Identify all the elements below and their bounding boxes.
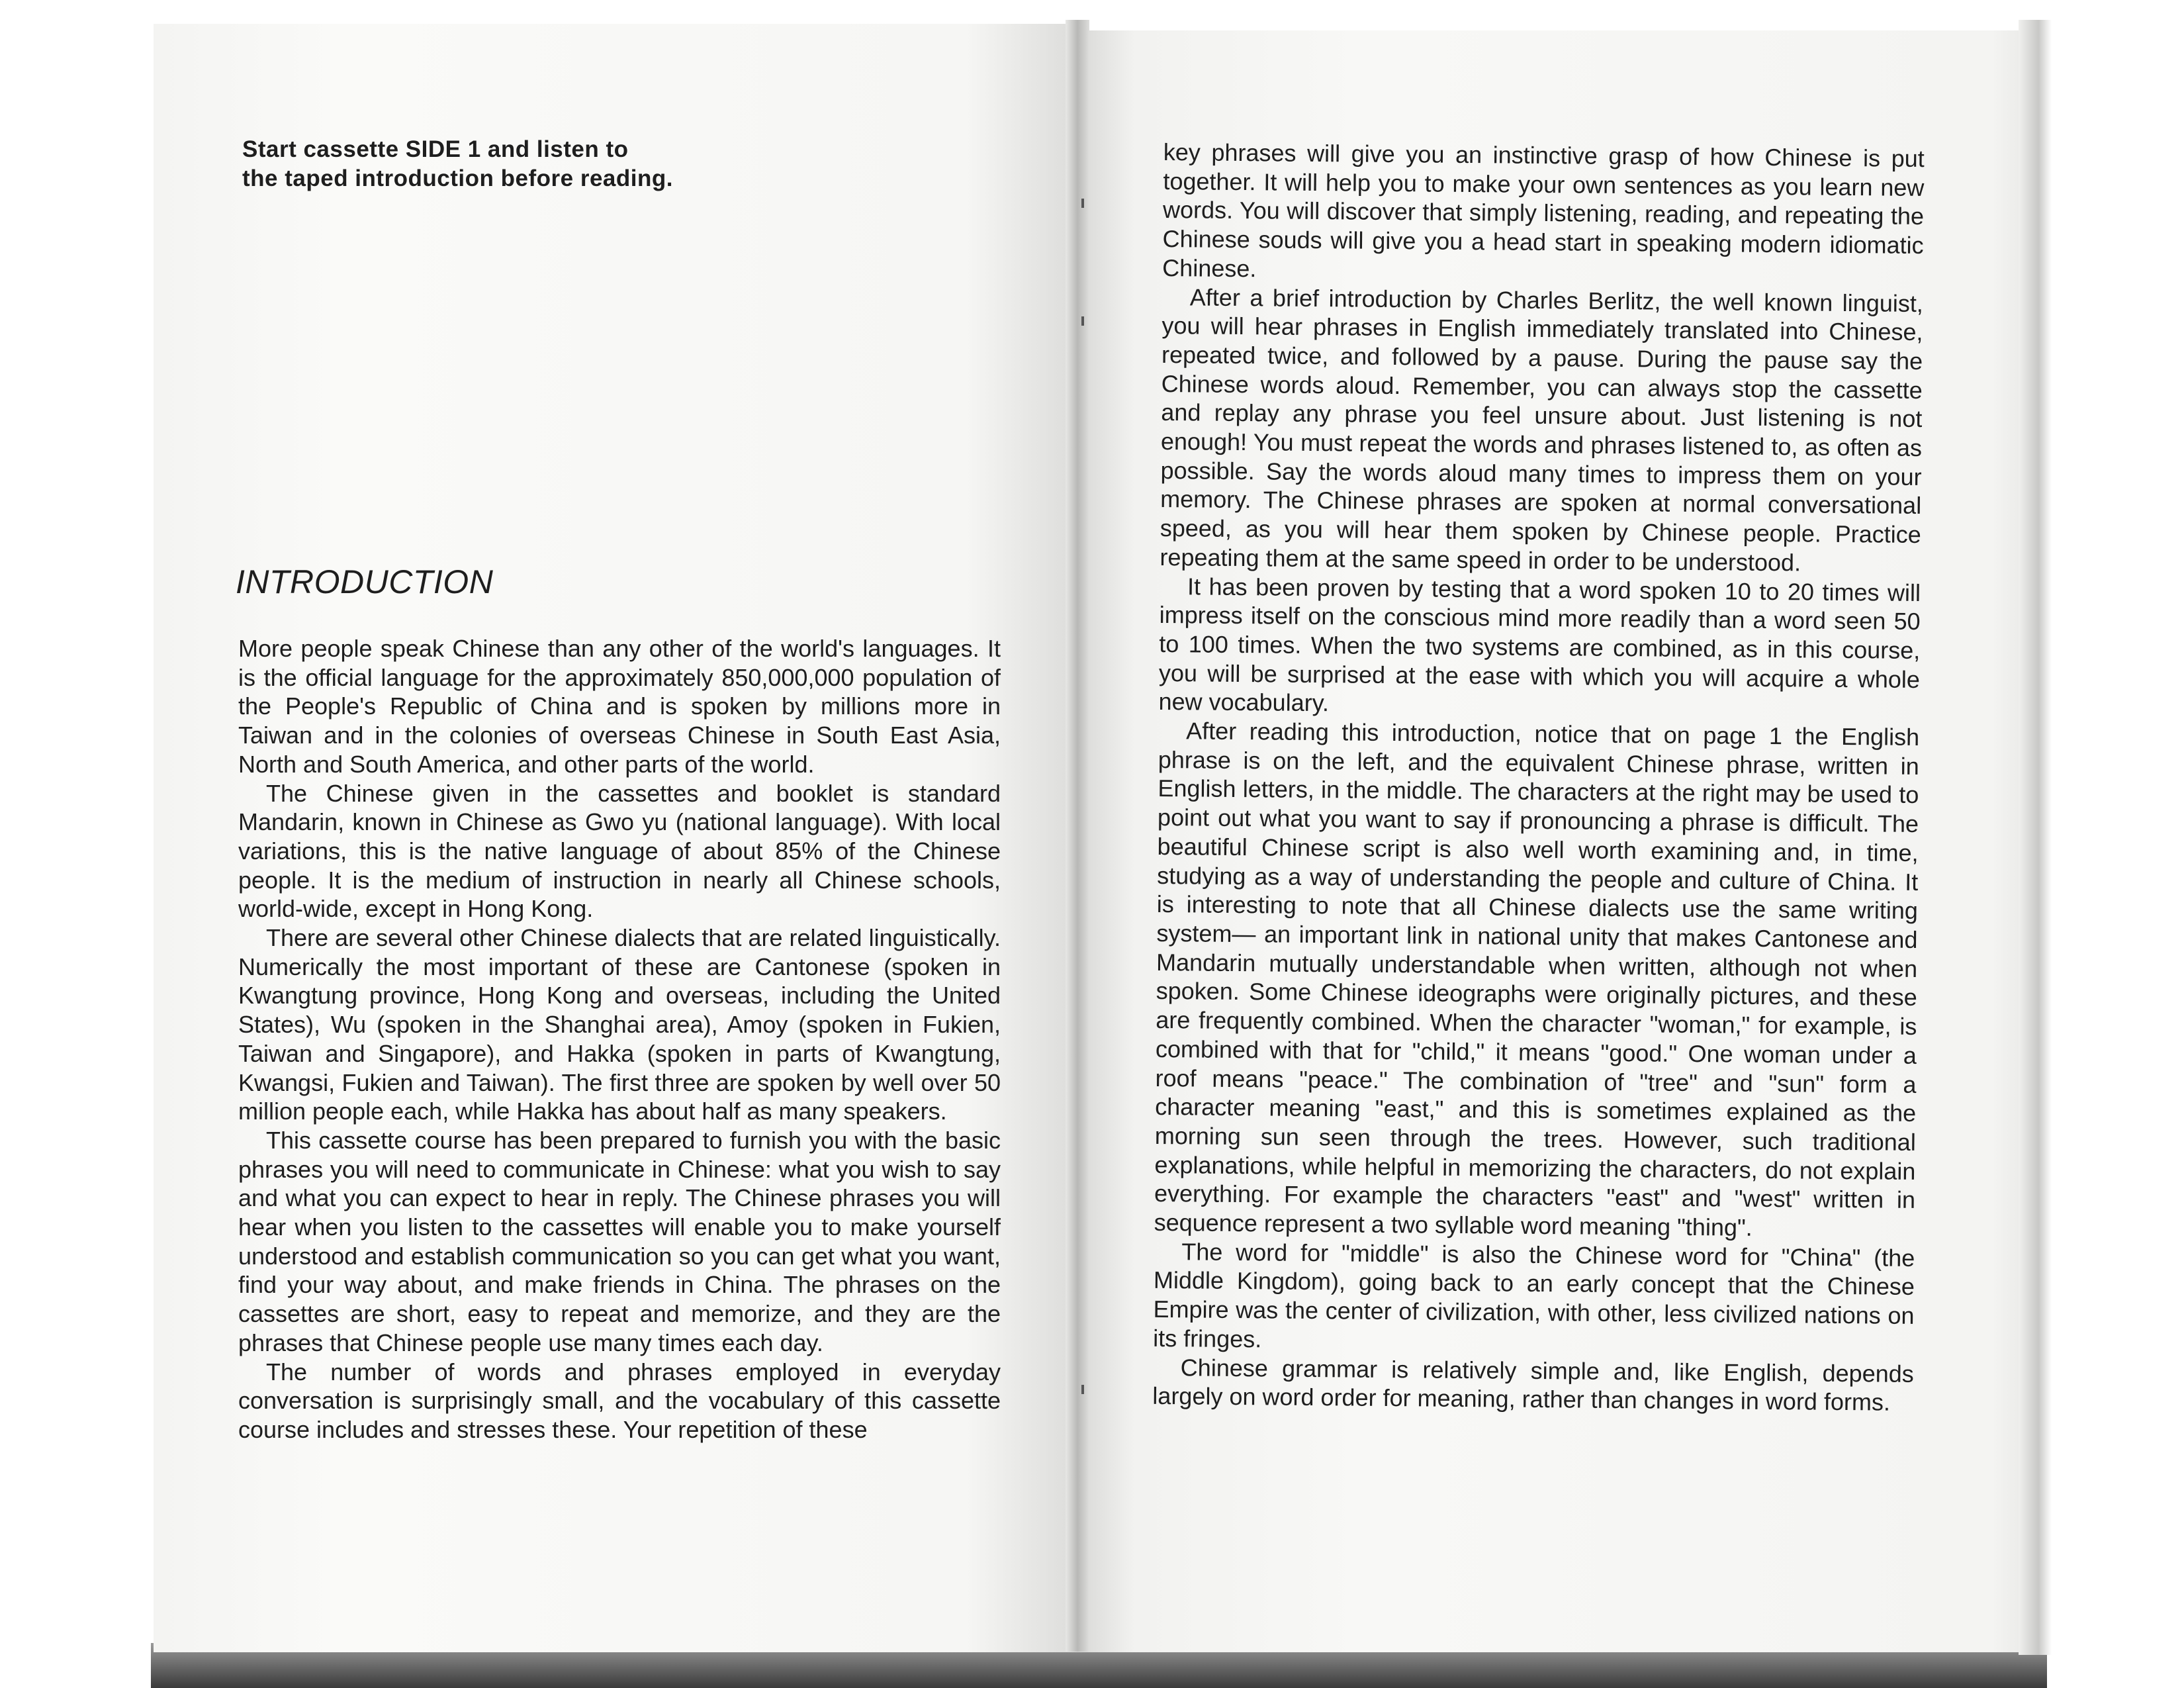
book-gutter <box>1066 20 1089 1652</box>
page-stack-edge <box>2019 20 2052 1655</box>
body-paragraph: The Chinese given in the cassettes and booklet is standard Mandarin, known in Chinese as Gwo yu (national language). With local variations, this is the native language of about 85% of the Chinese people. It is the medium of instruction in nearly all Chinese schools, world-wide, except in Hong Kong. <box>238 779 1001 923</box>
cassette-instruction-line: Start cassette SIDE 1 and listen to <box>242 136 629 162</box>
body-paragraph: It has been proven by testing that a word spoken 10 to 20 times will impress itself on the conscious mind more readily than a word seen 50 to 100 times. When the two systems are combined, as in this course, you will be surprised at the ease with which you will acquire a whole new vocabulary. <box>1158 572 1921 717</box>
body-paragraph: The word for "middle" is also the Chinese word for "China" (the Middle Kingdom), going back to an early concept that the Chinese Empire was the center of civilization, with other, less civilized nations on its fringes. <box>1152 1238 1915 1353</box>
body-paragraph: The number of words and phrases employed in everyday conversation is surprisingly small, and the vocabulary of this cassette course includes and stresses these. Your repetition of these <box>238 1358 1001 1443</box>
body-paragraph: This cassette course has been prepared to furnish you with the basic phrases you will need to communicate in Chinese: what you wish to say and what you can expect to hear in reply. The Chinese phrases you will hear when you listen to the cassettes will enable you to make yourself understood and establish communication so you can get what you want, find your way about, and make friends in China. The phrases on the cassettes are short, easy to repeat and memorize, and they are the phrases that Chinese people use many times each day. <box>238 1126 1001 1356</box>
gutter-mark <box>1081 316 1084 326</box>
cassette-instruction-line: the taped introduction before reading. <box>242 165 673 191</box>
left-page-body <box>238 634 1001 1444</box>
right-page-body <box>1152 138 1925 1417</box>
body-paragraph: After a brief introduction by Charles Berlitz, the well known linguist, you will hear phrases in English immediately translated into Chinese, repeated twice, and followed by a pause. During the pause say the Chinese words aloud. Remember, you can always stop the cassette and replay any phrase you feel unsure about. Just listening is not enough! You must repeat the words and phrases listened to, as often as possible. Say the words aloud many times to impress them on your memory. The Chinese phrases are spoken at normal conversational speed, as you will hear them spoken by Chinese people. Practice repeating them at the same speed in order to be understood. <box>1160 283 1924 577</box>
body-paragraph: key phrases will give you an instinctive grasp of how Chinese is put together. It will help you to make your own sentences as you learn new words. You will discover that simply listening, reading, and repeating the Chinese souds will give you a head start in speaking modern idiomatic Chinese. <box>1162 138 1925 283</box>
body-paragraph: More people speak Chinese than any other of the world's languages. It is the official language for the approximately 850,000,000 population of the People's Republic of China and is spoken by millions more in Taiwan and in the colonies of overseas Chinese in South East Asia, North and South America, and other parts of the world. <box>238 635 1001 778</box>
gutter-mark <box>1081 1385 1084 1394</box>
body-paragraph: Chinese grammar is relatively simple and, like English, depends largely on word order for meaning, rather than changes in word forms. <box>1152 1353 1914 1416</box>
cassette-instruction <box>242 135 838 193</box>
body-paragraph: After reading this introduction, notice that on page 1 the English phrase is on the left, and the equivalent Chinese phrase, written in English letters, in the middle. The characters at the right may be used to point out what you want to say if pronouncing a phrase is difficult. The beautiful Chinese script is also well worth examining and, in time, studying as a way of understanding the people and culture of China. It is interesting to note that all Chinese dialects use the same writing system— an important link in national unity that makes Cantonese and Mandarin mutually understandable when written, although not when spoken. Some Chinese ideographs were originally pictures, and these are frequently combined. When the character "woman," for example, is combined with that for "child," it means "good." One woman under a roof means "peace." The combination of "tree" and "sun" form a character meaning "east," and this is sometimes explained as the morning sun seen through the trees. However, such traditional explanations, while helpful in memorizing the characters, do not explain everything. For example the characters "east" and "west" written in sequence represent a two syllable word meaning "thing". <box>1154 717 1920 1241</box>
section-title: INTRODUCTION <box>236 563 494 600</box>
gutter-mark <box>1081 199 1084 208</box>
body-paragraph: There are several other Chinese dialects that are related linguistically. Numerically the most important of these are Cantonese (spoken in Kwangtung province, Hong Kong and overseas, including the United States), Wu (spoken in the Shanghai area), Amoy (spoken in Fukien, Taiwan and Singapore), and Hakka (spoken in parts of Kwangtung, Kwangsi, Fukien and Taiwan). The first three are spoken by well over 50 million people each, while Hakka has about half as many speakers. <box>238 924 1001 1125</box>
